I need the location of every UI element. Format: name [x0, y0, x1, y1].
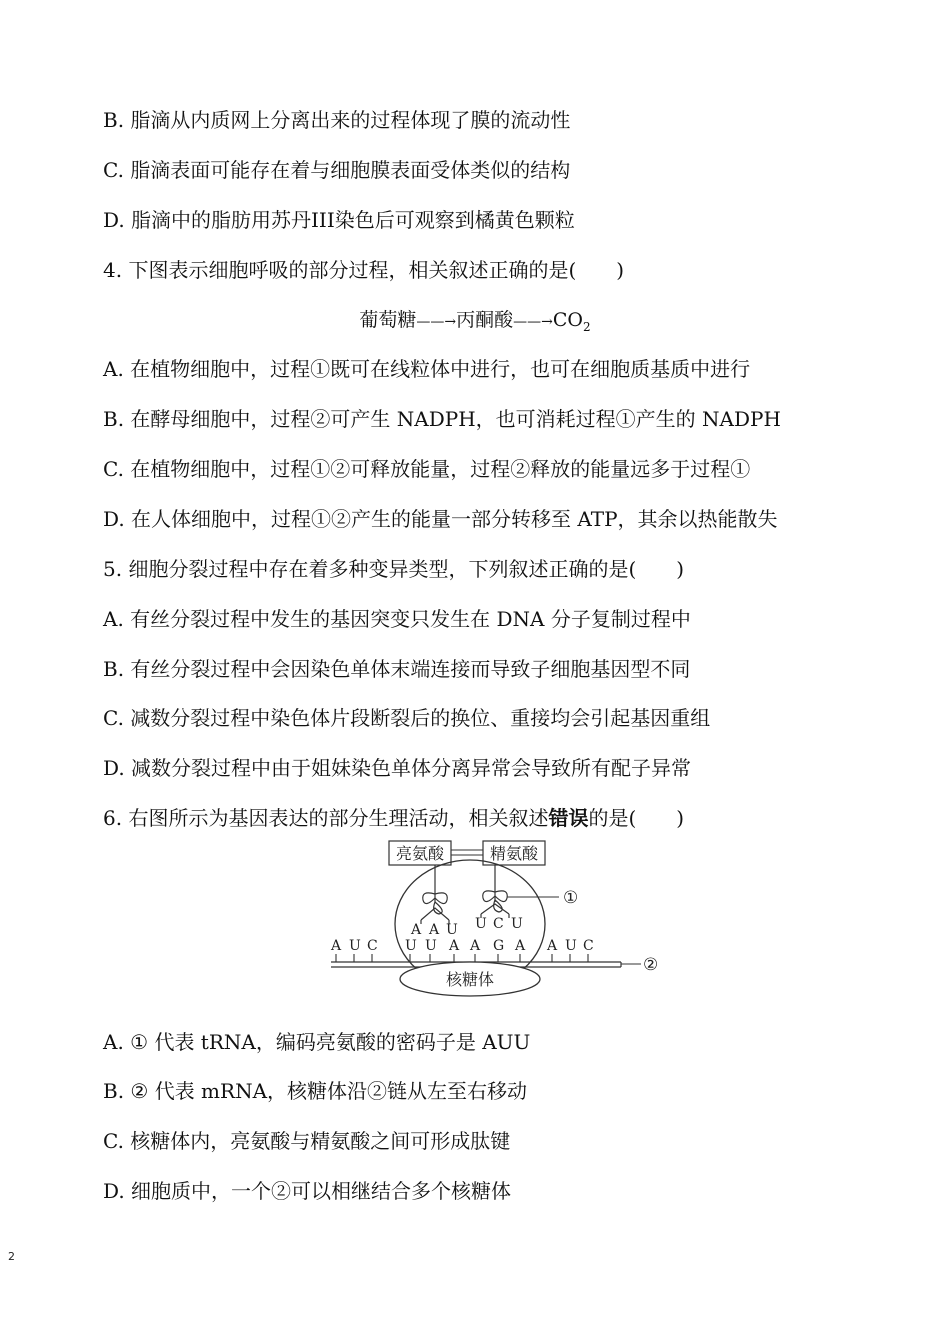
- q6-stem: [103, 804, 684, 832]
- q5-option-a: A. 有丝分裂过程中发生的基因突变只发生在 DNA 分子复制过程中: [103, 607, 691, 631]
- q4-option-a: A. 在植物细胞中，过程①既可在线粒体中进行，也可在细胞质基质中进行: [103, 357, 751, 381]
- translation-diagram: [325, 838, 670, 1000]
- mrna-base: G: [493, 938, 505, 954]
- anticodon-right-2: C: [493, 916, 504, 932]
- pathway-arrow-1: ——→: [416, 314, 457, 330]
- mrna-base: A: [331, 938, 342, 954]
- mrna-base: C: [583, 938, 594, 954]
- label-2: ②: [643, 955, 659, 975]
- mrna-base-ticks: [336, 954, 588, 962]
- q6-option-a: A. ① 代表 tRNA，编码亮氨酸的密码子是 AUU: [103, 1030, 531, 1054]
- q6-stem-bold: 错误: [548, 806, 589, 830]
- q6-option-c: C. 核糖体内，亮氨酸与精氨酸之间可形成肽键: [103, 1129, 511, 1153]
- anticodon-right-1: U: [475, 916, 487, 932]
- anticodon-left-2: A: [429, 922, 440, 938]
- q6-stem-suffix: 的是( ): [588, 806, 685, 830]
- anticodon-right-3: U: [511, 916, 523, 932]
- mrna-base: A: [547, 938, 558, 954]
- label-1: ①: [563, 888, 579, 908]
- q4-stem: 4. 下图表示细胞呼吸的部分过程，相关叙述正确的是( ): [103, 258, 625, 282]
- q6-stem-prefix: 6. 右图所示为基因表达的部分生理活动，相关叙述: [103, 806, 549, 830]
- anticodon-left-1: A: [411, 922, 422, 938]
- q5-option-b: B. 有丝分裂过程中会因染色单体末端连接而导致子细胞基因型不同: [103, 657, 691, 681]
- q6-option-b: B. ② 代表 mRNA，核糖体沿②链从左至右移动: [103, 1079, 528, 1103]
- q4-option-b: B. 在酵母细胞中，过程②可产生 NADPH，也可消耗过程①产生的 NADPH: [103, 407, 781, 431]
- mrna-base: A: [515, 938, 526, 954]
- mrna-base: U: [425, 938, 437, 954]
- q3-option-d: D. 脂滴中的脂肪用苏丹III染色后可观察到橘黄色颗粒: [103, 208, 575, 232]
- pathway-start: 葡萄糖: [359, 309, 417, 331]
- q3-option-c: C. 脂滴表面可能存在着与细胞膜表面受体类似的结构: [103, 158, 571, 182]
- pathway-arrow-2: ——→: [513, 314, 553, 330]
- trna-left: [421, 884, 449, 924]
- q6-option-d: D. 细胞质中，一个②可以相继结合多个核糖体: [103, 1179, 512, 1203]
- amino-right-label: 精氨酸: [489, 844, 539, 863]
- trna-right: [481, 884, 509, 918]
- ribosome-label: 核糖体: [445, 970, 495, 989]
- mrna-base: A: [470, 938, 481, 954]
- amino-left-label: 亮氨酸: [395, 844, 445, 863]
- pathway-end-sub: 2: [582, 319, 591, 334]
- q4-option-d: D. 在人体细胞中，过程①②产生的能量一部分转移至 ATP，其余以热能散失: [103, 507, 778, 531]
- mrna-base: A: [449, 938, 460, 954]
- q5-option-d: D. 减数分裂过程中由于姐妹染色单体分离异常会导致所有配子异常: [103, 756, 692, 780]
- mrna-base: U: [349, 938, 361, 954]
- anticodon-left-3: U: [446, 922, 458, 938]
- page-number: 2: [8, 1250, 15, 1263]
- q5-stem: 5. 细胞分裂过程中存在着多种变异类型，下列叙述正确的是( ): [103, 557, 685, 581]
- mrna-base: C: [367, 938, 378, 954]
- mrna-base: U: [565, 938, 577, 954]
- q5-option-c: C. 减数分裂过程中染色体片段断裂后的换位、重接均会引起基因重组: [103, 706, 711, 730]
- pathway-middle: 丙酮酸: [456, 309, 514, 331]
- pathway-end: CO: [552, 309, 583, 331]
- q4-option-c: C. 在植物细胞中，过程①②可释放能量，过程②释放的能量远多于过程①: [103, 457, 751, 481]
- mrna-base: U: [405, 938, 417, 954]
- q4-pathway: [0, 306, 950, 341]
- q3-option-b: B. 脂滴从内质网上分离出来的过程体现了膜的流动性: [103, 108, 571, 132]
